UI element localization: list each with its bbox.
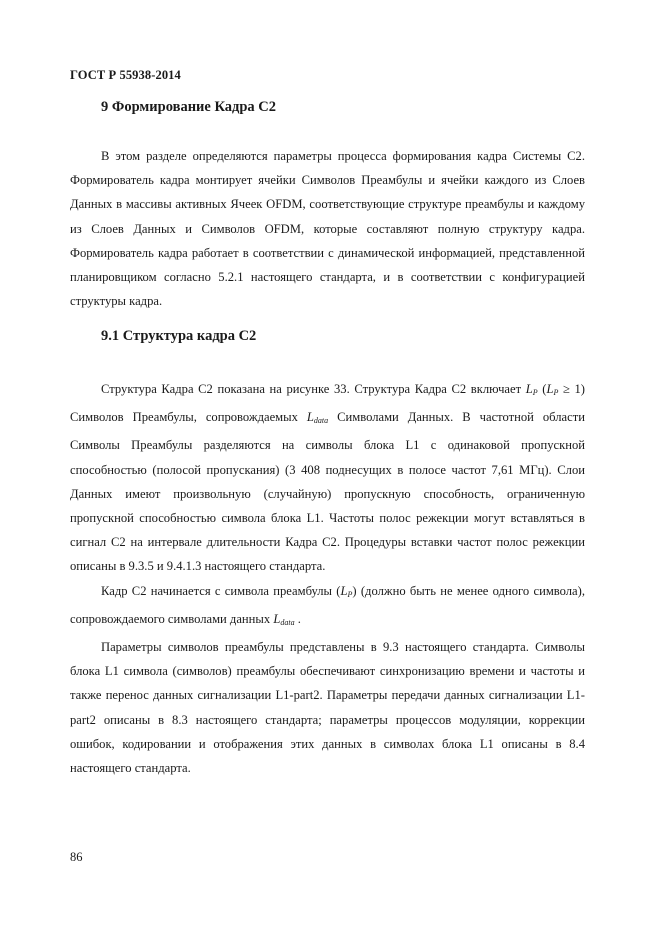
section-9-heading: 9 Формирование Кадра С2 (101, 99, 277, 115)
ldata-variable: $L_{data}$ (306, 410, 329, 426)
section-9-1-paragraph-1: Структура Кадра С2 показана на рисунке 33. Структура Кадра С2 включает $L_P$ $(L_P \ge 1)$ Символов Преамбулы, сопровождаемых $L_{data}$ Символами Данных. В частотной области Символы Преамбулы разделяются на символы блока L1 с одинаковой пропускной способностью (полосой пропускания) (3 408 поднесущих в полосе частот 7,61 МГц). Слои Данных имеют произвольную (случайную) пропускную способность, ограниченную пропускной способностью символа блока L1. Частоты полос режекции могут вставляться в сигнал С2 на интервале длительности Кадра С2. Процедуры вставки частот полос режекции описаны в 9.3.5 и 9.4.1.3 настоящего стандарта. (70, 382, 585, 574)
section-9-1-paragraph-3: Параметры символов преамбулы представлены в 9.3 настоящего стандарта. Символы блока L1 символа (символов) преамбулы обеспечивают синхронизацию времени и частоты и также перенос данных сигнализации L1-part2. Параметры передачи данных сигнализации L1-part2 описаны в 8.3 настоящего стандарта; параметры процессов модуляции, коррекции ошибок, кодировании и отображения этих данных в символах блока L1 описаны в 8.4 настоящего стандарта. (70, 640, 585, 776)
lp-variable: $L_P$ (546, 382, 559, 397)
section-9-1-heading: 9.1 Структура кадра С2 (101, 328, 257, 344)
section-9-1-body (70, 377, 585, 780)
lp-variable: $L_P$ (340, 583, 353, 599)
standard-id-header: ГОСТ Р 55938-2014 (70, 68, 181, 82)
section-9-body (70, 144, 585, 313)
section-9-paragraph: В этом разделе определяются параметры процесса формирования кадра Системы С2. Формирователь кадра монтирует ячейки Символов Преамбулы и ячейки каждого из Слоев Данных в массивы активных Ячеек OFDM, соответствующие структуре преамбулы и каждому из Слоев Данных и Символов OFDM, которые составляют полную структуру кадра. Формирователь кадра работает в соответствии с динамической информацией, представленной планировщиком согласно 5.2.1 настоящего стандарта, и в соответствии с конфигурацией структуры кадра. (70, 149, 585, 309)
lp-variable: $L_P$ (525, 382, 538, 397)
section-9-1-paragraph-2: Кадр С2 начинается с символа преамбулы $(L_P)$ (должно быть не менее одного символа), сопровождаемого символами данных $L_{data}$ . (70, 583, 585, 627)
page-number: 86 (70, 850, 83, 864)
ldata-variable: $L_{data}$ (273, 611, 295, 627)
